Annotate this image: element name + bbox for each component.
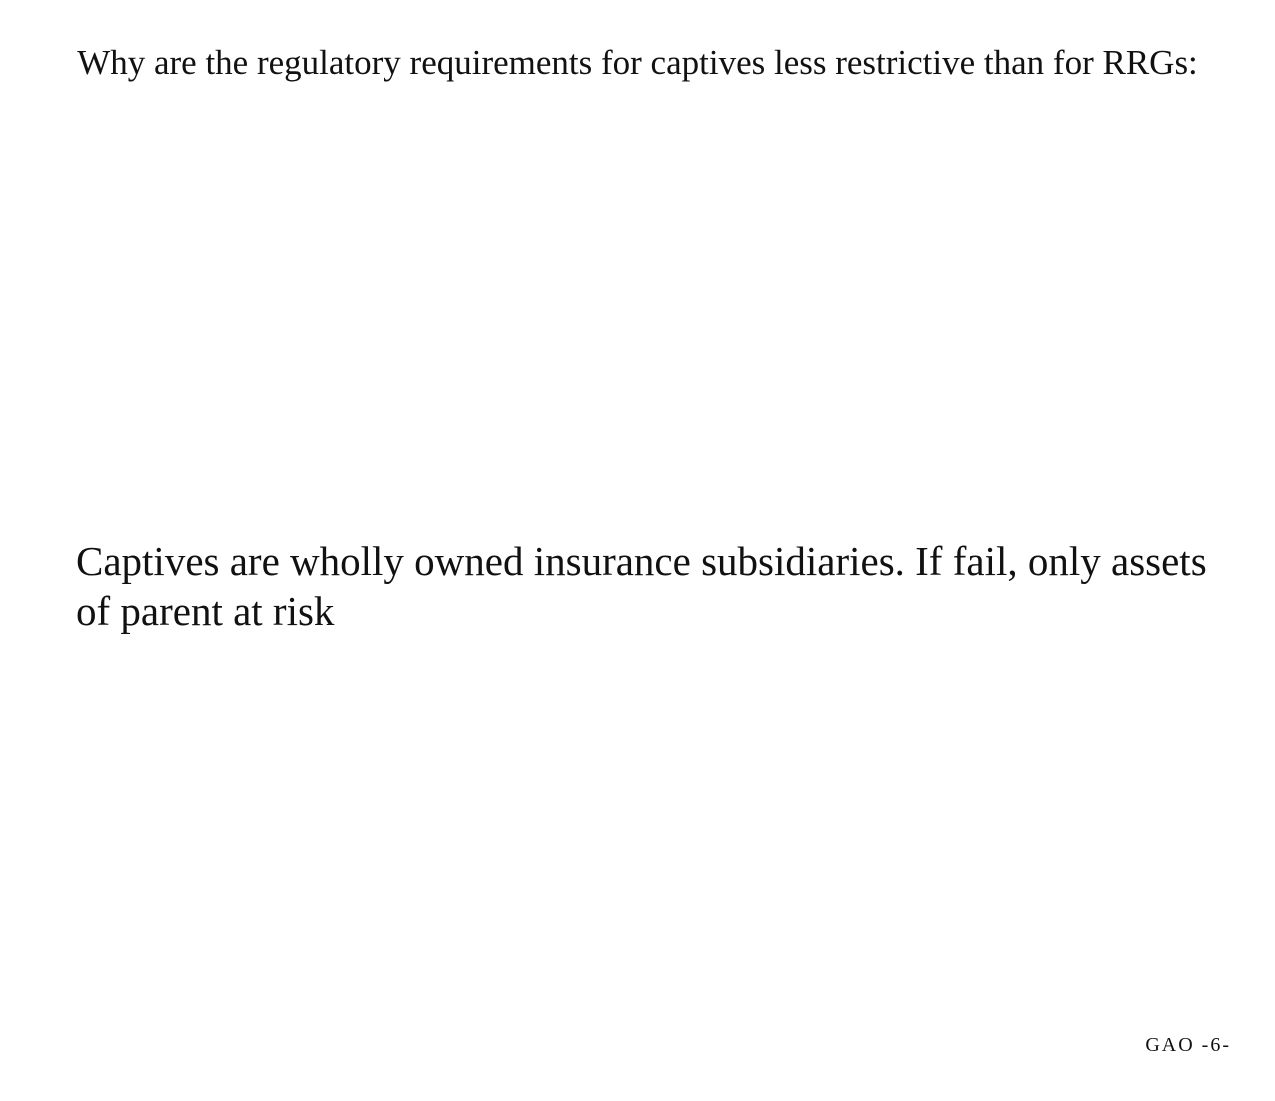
slide-body-text: Captives are wholly owned insurance subsidiaries. If fail, only assets of parent at risk — [76, 538, 1207, 634]
page-footer: GAO -6- — [1145, 1034, 1231, 1056]
slide-title: Why are the regulatory requirements for captives less restrictive than for RRGs: — [77, 43, 1198, 82]
